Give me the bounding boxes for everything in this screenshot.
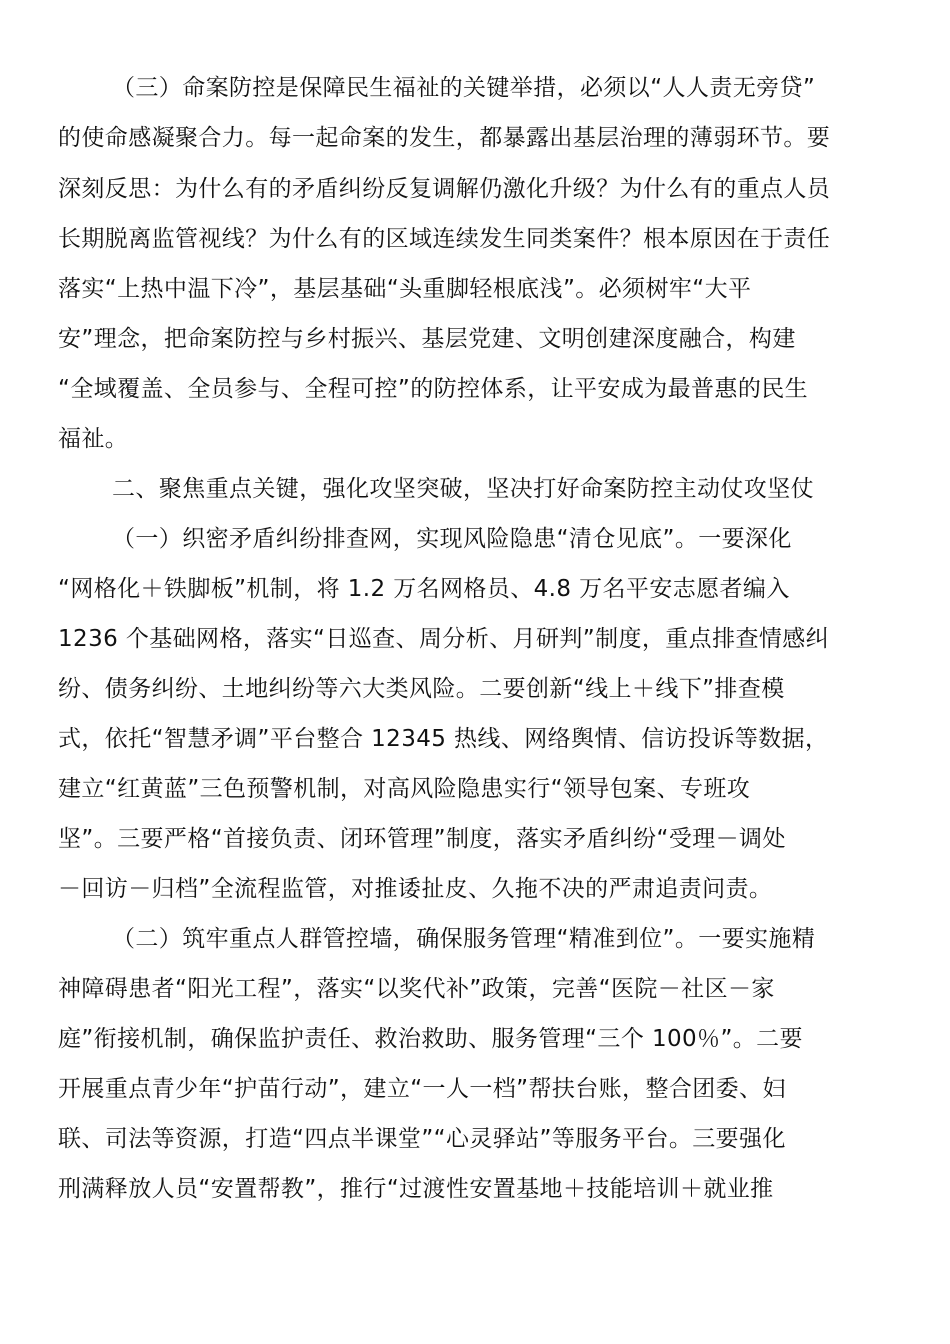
section-heading-2: 二、聚焦重点关键，强化攻坚突破，坚决打好命案防控主动仗攻坚仗 [112,476,814,502]
sub1-line-3: 1236 个基础网格，落实“日巡查、周分析、月研判”制度，重点排查情感纠 [58,626,830,652]
sub1-line-2: “网格化＋铁脚板”机制，将 1.2 万名网格员、4.8 万名平安志愿者编入 [58,576,790,602]
sub2-line-2: 神障碍患者“阳光工程”，落实“以奖代补”政策，完善“医院－社区－家 [58,976,775,1002]
sub2-line-5: 联、司法等资源，打造“四点半课堂”“心灵驿站”等服务平台。三要强化 [58,1126,786,1152]
sub1-line-7: 坚”。三要严格“首接负责、闭环管理”制度，落实矛盾纠纷“受理－调处 [58,826,786,852]
sub1-line-1: （一）织密矛盾纠纷排查网，实现风险隐患“清仓见底”。一要深化 [112,526,792,552]
sub2-line-4: 开展重点青少年“护苗行动”，建立“一人一档”帮扶台账，整合团委、妇 [58,1076,786,1102]
sub1-line-6: 建立“红黄蓝”三色预警机制，对高风险隐患实行“领导包案、专班攻 [58,776,751,802]
section3-line-5: 落实“上热中温下冷”，基层基础“头重脚轻根底浅”。必须树牢“大平 [58,276,752,302]
section3-line-6: 安”理念，把命案防控与乡村振兴、基层党建、文明创建深度融合，构建 [58,326,796,352]
sub2-line-1: （二）筑牢重点人群管控墙，确保服务管理“精准到位”。一要实施精 [112,926,816,952]
sub2-line-6: 刑满释放人员“安置帮教”，推行“过渡性安置基地＋技能培训＋就业推 [58,1176,774,1202]
section3-line-7: “全域覆盖、全员参与、全程可控”的防控体系，让平安成为最普惠的民生 [58,376,809,402]
section3-line-4: 长期脱离监管视线？为什么有的区域连续发生同类案件？根本原因在于责任 [58,226,831,252]
section3-line-8: 福祉。 [58,426,129,452]
section3-line-2: 的使命感凝聚合力。每一起命案的发生，都暴露出基层治理的薄弱环节。要 [58,125,831,151]
sub1-line-4: 纷、债务纠纷、土地纠纷等六大类风险。二要创新“线上＋线下”排查模 [58,676,785,702]
sub1-line-8: －回访－归档”全流程监管，对推诿扯皮、久拖不决的严肃追责问责。 [58,876,773,902]
section3-line-3: 深刻反思：为什么有的矛盾纠纷反复调解仍激化升级？为什么有的重点人员 [58,176,831,202]
section3-line-1: （三）命案防控是保障民生福祉的关键举措，必须以“人人责无旁贷” [112,75,816,101]
sub2-line-3: 庭”衔接机制，确保监护责任、救治救助、服务管理“三个 100％”。二要 [58,1026,803,1052]
sub1-line-5: 式，依托“智慧矛调”平台整合 12345 热线、网络舆情、信访投诉等数据， [58,726,829,752]
